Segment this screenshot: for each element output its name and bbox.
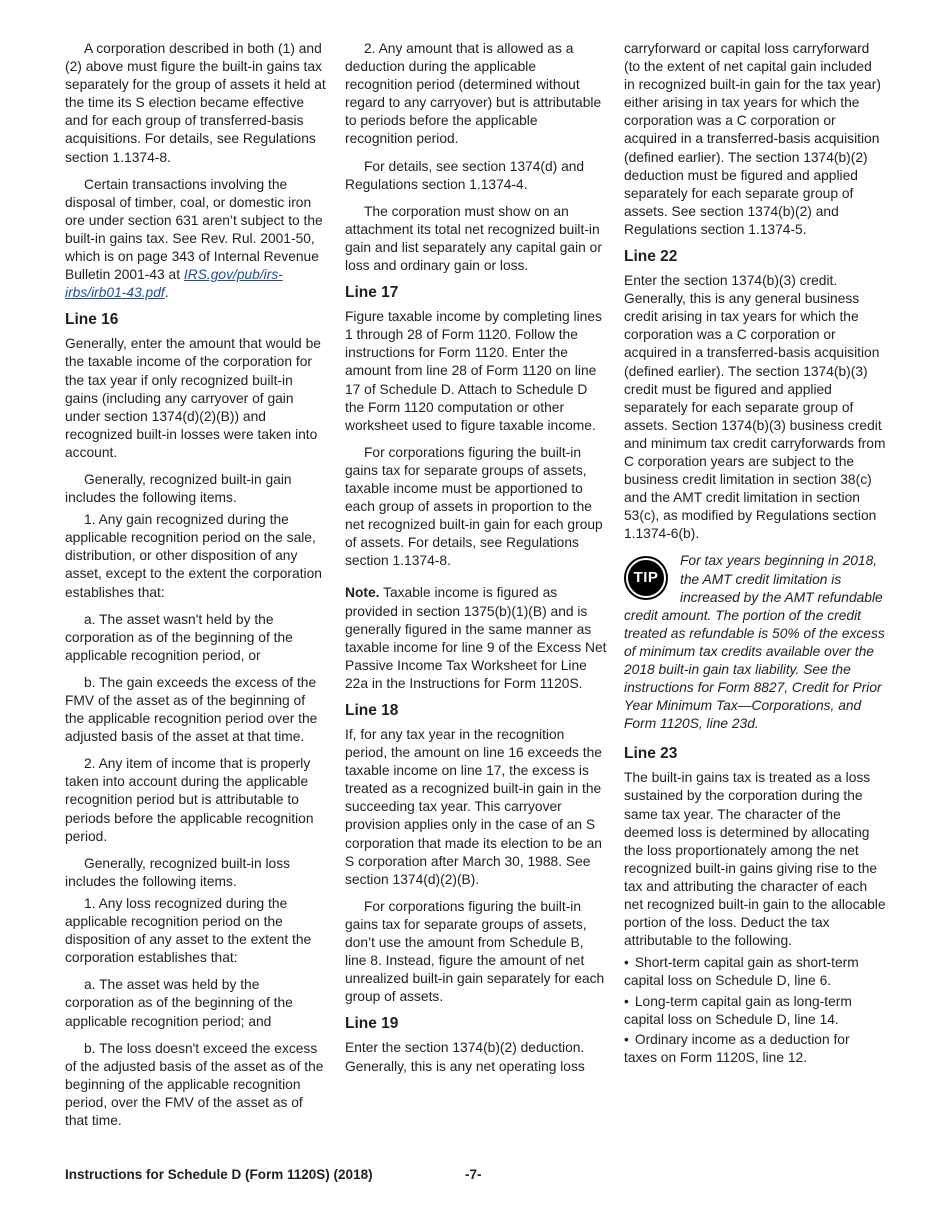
note-label: Note. [345, 585, 380, 601]
note-text: Taxable income is figured as provided in section 1375(b)(1)(B) and is generally figured in the same manner as taxable income for line 9 of the Excess Net Passive Income Tax Worksheet for Line 22a in the Instructions for Form 1120S. [345, 585, 607, 691]
line-19-heading: Line 19 [345, 1015, 399, 1033]
tip-icon-label: TIP [626, 558, 666, 598]
paragraph: For corporations figuring the built-in gains tax for separate groups of assets, don’t use the amount from Schedule B, line 8. Instead, figure the amount of net unrealized built-in gain separately for each group of assets. [345, 898, 605, 1005]
bullet-item [624, 993, 886, 1029]
footer-title: Instructions for Schedule D (Form 1120S) (2018) [65, 1167, 373, 1182]
paragraph: carryforward or capital loss carryforward (to the extent of net capital gain included in recognized built-in gain for the tax year) either arising in tax years for which the corporation was a C corporation or acquired in a transferred-basis acquisition (defined earlier). The section 1374(b)(2) deduction must be figured and applied separately for each separate group of assets. See section 1374(b)(2) and Regulations section 1.1374-5. [624, 41, 881, 237]
line-23-heading: Line 23 [624, 745, 678, 763]
tip-text: For tax years beginning in 2018, the AMT credit limitation is increased by the AMT refundable credit amount. The portion of the credit treated as refundable is 50% of the excess of minimum tax credits available over the 2018 built-in gain tax liability. See the instructions for Form 8827, Credit for Prior Year Minimum Tax—Corporations, and Form 1120S, line 23d. [624, 553, 885, 732]
paragraph: Enter the section 1374(b)(2) deduction. Generally, this is any net operating loss [345, 1040, 585, 1074]
column-2 [345, 40, 607, 1085]
paragraph: A corporation described in both (1) and (2) above must figure the built-in gains tax separately for the group of assets it held at the time its S election became effective and for each group of transferred-basis acquisitions. For details, see Regulations section 1.1374-8. [65, 41, 326, 165]
list-item: b. The gain exceeds the excess of the FMV of the asset as of the beginning of the applicable recognition period over the adjusted basis of the asset at that time. [65, 674, 318, 745]
paragraph: Generally, enter the amount that would be the taxable income of the corporation for the tax year if only recognized built-in gains (including any carryover of gain under section 1374(d)(2)(B)) and recognized built-in losses were taken into account. [65, 336, 321, 460]
bullet-item [624, 954, 886, 990]
list-item: 2. Any item of income that is properly taken into account during the applicable recognition period but is attributable to periods before the applicable recognition period. [65, 756, 314, 844]
tip-box [624, 552, 886, 733]
bullet-icon: • [624, 1031, 629, 1047]
list-item: 2. Any amount that is allowed as a deduction during the applicable recognition period (determined without regard to any carryover) but is attributable to periods before the applicable recognition period. [345, 41, 602, 147]
list-item: a. The asset was held by the corporation as of the beginning of the applicable recognition period; and [65, 977, 293, 1029]
paragraph: Generally, recognized built-in loss includes the following items. [65, 855, 291, 889]
line-16-heading: Line 16 [65, 311, 119, 329]
bullet-icon: • [624, 993, 629, 1009]
list-item: b. The loss doesn't exceed the excess of the adjusted basis of the asset as of the beginning of the applicable recognition period, over the FMV of the asset as of that time. [65, 1040, 324, 1128]
paragraph: Enter the section 1374(b)(3) credit. Generally, this is any general business credit arising in tax years for which the corporation was a C corporation or acquired in a transferred-basis acquisition (defined earlier). The section 1374(b)(3) credit must be figured and applied separately for each separate group of assets. Section 1374(b)(3) business credit and minimum tax credit carryforwards from C corporation years are subject to the business credit limitation in section 38(c) and the AMT credit limitation in section 53(c), as modified by Regulations section 1.1374-6(b). [624, 273, 886, 542]
paragraph: Generally, recognized built-in gain includes the following items. [65, 471, 292, 506]
paragraph-end: . [164, 285, 169, 301]
line-22-heading: Line 22 [624, 248, 678, 266]
bullet-icon: • [624, 955, 629, 971]
line-17-heading: Line 17 [345, 284, 399, 302]
bullet-text: Long-term capital gain as long-term capital loss on Schedule D, line 14. [624, 993, 852, 1027]
irb-link[interactable]: IRS.gov/pub/irs-irbs/irb01-43.pdf [65, 267, 283, 301]
paragraph: For details, see section 1374(d) and Regulations section 1.1374-4. [345, 158, 585, 192]
paragraph: Figure taxable income by completing lines 1 through 28 of Form 1120. Follow the instructions for Form 1120. Enter the amount from line 28 of Form 1120 on line 17 of Schedule D. Attach to Schedule D the Form 1120 computation or other worksheet used to figure taxable income. [345, 309, 602, 433]
bullet-text: Ordinary income as a deduction for taxes on Form 1120S, line 12. [624, 1031, 850, 1065]
line-18-heading: Line 18 [345, 702, 399, 719]
bullet-item [624, 1031, 886, 1067]
bullet-text: Short-term capital gain as short-term capital loss on Schedule D, line 6. [624, 955, 859, 989]
page-number: -7- [465, 1167, 482, 1182]
paragraph: If, for any tax year in the recognition period, the amount on line 16 exceeds the taxable income on line 17, the excess is treated as a recognized built-in gain in the succeeding tax year. This carryover provision applies only in the case of an S corporation that made its election to be an S corporation after March 30, 1988. See section 1374(d)(2)(B). [345, 727, 602, 887]
list-item: 1. Any loss recognized during the applicable recognition period on the disposition of any asset to the extent the corporation establishes that: [65, 895, 312, 966]
paragraph: For corporations figuring the built-in gains tax for separate groups of assets, taxable income must be apportioned to each group of assets in proportion to the net recognized built-in gain for each group of assets. For details, see Regulations section 1.1374-8. [345, 444, 603, 569]
column-1 [65, 40, 327, 1139]
paragraph: The corporation must show on an attachment its total net recognized built-in gain and list separately any capital gain or loss and ordinary gain or loss. [345, 203, 602, 274]
column-3 [624, 40, 886, 1069]
note [345, 584, 607, 693]
paragraph [65, 176, 327, 303]
paragraph: The built-in gains tax is treated as a loss sustained by the corporation during the same tax year. The character of the deemed loss is determined by allocating the loss proportionately among the net recognized built-in gains giving rise to the tax and attributing the character of each net recognized built-in gain to the allocable portion of the loss. Deduct the tax attributable to the following. [624, 770, 886, 949]
paragraph-text: Certain transactions involving the disposal of timber, coal, or domestic iron ore under section 631 aren’t subject to the built-in gains tax. See Rev. Rul. 2001-50, which is on page 343 of Internal Revenue Bulletin 2001-43 at [65, 176, 323, 283]
list-item: a. The asset wasn't held by the corporation as of the beginning of the applicable recognition period, or [65, 611, 293, 663]
list-item: 1. Any gain recognized during the applicable recognition period on the sale, distribution, or other disposition of any asset, except to the extent the corporation establishes that: [65, 512, 322, 600]
